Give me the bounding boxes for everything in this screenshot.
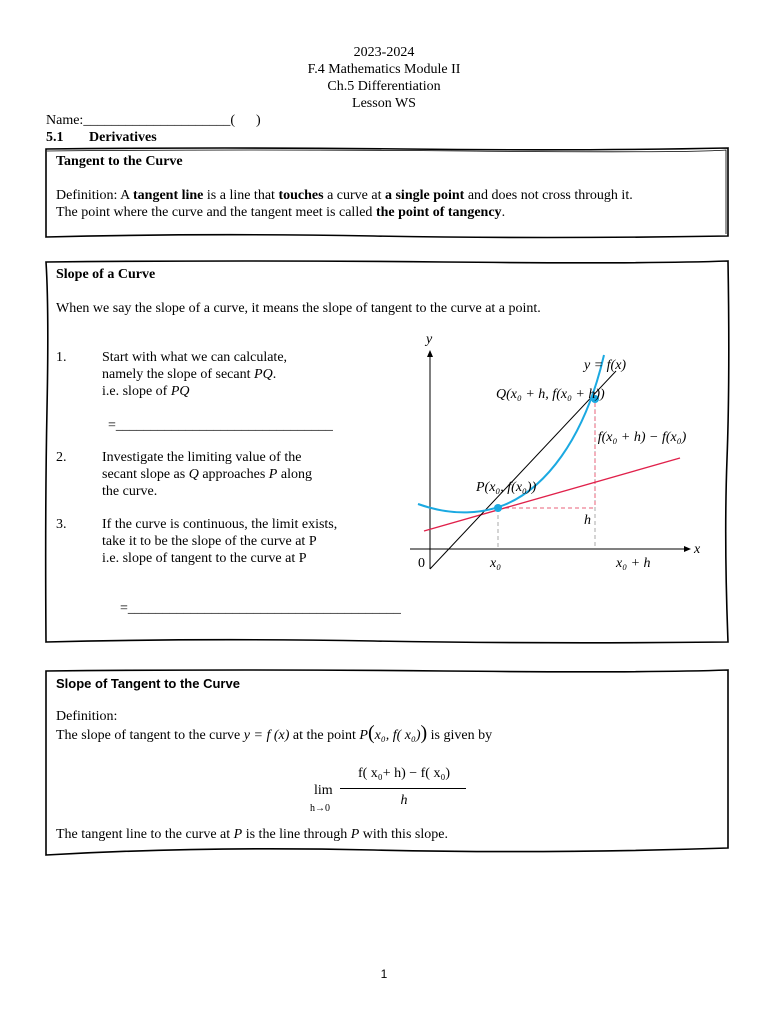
section-title: Derivatives <box>89 130 157 145</box>
q-label: Q(x₀ + h, f(x₀ + h)) <box>496 387 605 402</box>
step-3-number: 3. <box>56 517 67 532</box>
box1-title: Tangent to the Curve <box>56 154 183 169</box>
fraction-bar <box>340 788 466 789</box>
x-axis-label: x <box>694 542 701 557</box>
point-args: x₀, f( x₀) <box>374 728 421 743</box>
point-p <box>494 504 502 512</box>
definition-text: The slope of tangent to the curve <box>56 728 241 743</box>
difference-numerator: f( x₀+ h) − f( x₀) <box>357 766 451 781</box>
name-label: Name: <box>46 113 84 128</box>
definition-label: Definition: <box>56 709 118 724</box>
box1-line1-run-4: a curve at <box>323 188 385 203</box>
tangent-slope-definition-box <box>44 668 730 858</box>
step-1-number: 1. <box>56 350 67 365</box>
box1-line1 <box>56 187 633 204</box>
step-3-line: i.e. slope of tangent to the curve at P <box>102 551 307 566</box>
step-1-line: namely the slope of secant PQ. <box>102 367 277 382</box>
step-2-line: the curve. <box>102 484 158 499</box>
section-number: 5.1 <box>46 130 64 145</box>
box1-line2-run-0: The point where the curve and the tangent meet is called <box>56 205 376 220</box>
header-chapter: Ch.5 Differentiation <box>327 79 441 94</box>
box1-line1-run-1: tangent line <box>133 188 204 203</box>
box1-line2 <box>56 204 505 221</box>
step-3-line: If the curve is continuous, the limit exists, <box>102 517 338 532</box>
rise-label: f(x₀ + h) − f(x₀) <box>597 430 687 445</box>
box1-line2-run-1: the point of tangency <box>375 205 502 220</box>
section-heading <box>46 129 157 146</box>
page-number: 1 <box>380 967 388 981</box>
definition-line: The slope of tangent to the curve y = f (x) at the point P(x₀, f( x₀)) is given by <box>56 722 493 744</box>
answer-blank-1[interactable]: =_______________________________ <box>108 418 333 433</box>
pq-italic: PQ <box>170 384 190 399</box>
box1-line2-run-2: . <box>501 205 506 220</box>
function-notation: y = f (x) <box>243 728 290 743</box>
step-3-line: take it to be the slope of the curve at P <box>102 534 317 549</box>
p-label: P(x₀, f(x₀)) <box>476 480 537 495</box>
step-1-line: Start with what we can calculate, <box>102 350 288 365</box>
tick-x0-plus-h: x₀ + h <box>616 556 651 571</box>
header-course: F.4 Mathematics Module II <box>307 62 461 77</box>
box1-line1-run-3: touches <box>278 188 324 203</box>
origin-label: 0 <box>418 556 425 571</box>
curve-label: y = f(x) <box>584 358 627 373</box>
limit-subscript: h→0 <box>310 803 330 814</box>
name-blank[interactable]: _____________________ <box>83 113 231 128</box>
secant-tangent-graph <box>404 331 720 571</box>
header-lesson: Lesson WS <box>352 96 416 111</box>
tick-x0: x₀ <box>490 556 502 571</box>
tangent-definition-box <box>44 146 730 240</box>
box2-intro: When we say the slope of a curve, it means the slope of tangent to the curve at a point. <box>56 301 541 316</box>
box3-title: Slope of Tangent to the Curve <box>56 676 240 691</box>
slope-of-curve-box <box>44 259 730 645</box>
class-number-paren: ( ) <box>230 113 261 128</box>
definition-end: is given by <box>430 728 493 743</box>
point-label: P <box>359 728 368 743</box>
run-label: h <box>584 513 591 528</box>
step-2-line: secant slope as Q approaches P along <box>102 467 312 482</box>
pq-italic: PQ <box>254 367 273 382</box>
difference-denominator: h <box>400 793 408 808</box>
box1-line1-run-2: is a line that <box>203 188 279 203</box>
step-1-line: i.e. slope of PQ <box>102 384 190 399</box>
step-2-number: 2. <box>56 450 67 465</box>
box1-line1-run-0: Definition: A <box>56 188 133 203</box>
definition-mid: at the point <box>292 728 356 743</box>
box1-line1-run-6: and does not cross through it. <box>464 188 633 203</box>
header-year: 2023-2024 <box>353 45 415 60</box>
step-2-line: Investigate the limiting value of the <box>102 450 302 465</box>
name-line <box>46 112 261 129</box>
answer-blank-2[interactable]: =_______________________________________ <box>120 601 401 616</box>
box1-line1-run-5: a single point <box>384 188 465 203</box>
limit-operator: lim <box>314 783 333 798</box>
closing-sentence: The tangent line to the curve at P is the line through P with this slope. <box>56 827 448 842</box>
y-axis-label: y <box>426 332 433 347</box>
box2-title: Slope of a Curve <box>56 267 156 282</box>
